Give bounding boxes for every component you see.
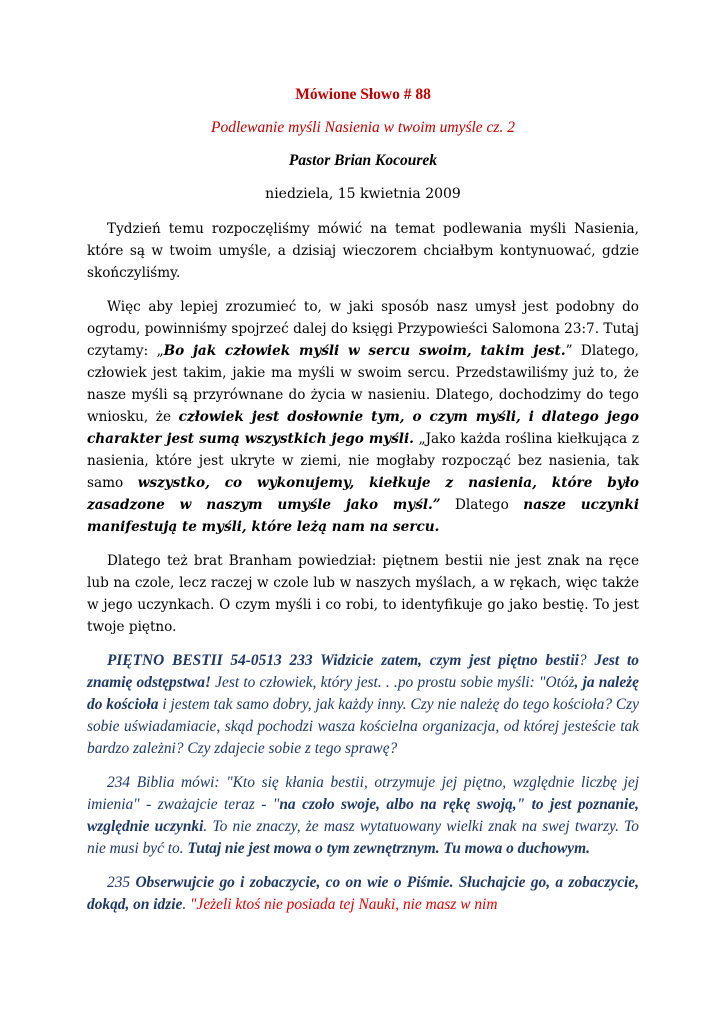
quote3-emphasis: Obserwujcie go i zobaczycie, co on wie o Piśmie. Słuchajcie go, a zobaczycie, dokąd, on idzie bbox=[87, 874, 639, 913]
garden-text-3: „Jako każda roślina kiełkująca z nasienia, które jest ukryte w ziemi, nie mogłaby rozpocząć bez nasienia, tak samo bbox=[87, 431, 639, 491]
document-page bbox=[87, 84, 639, 916]
garden-emphasis-3: nasze uczynki manifestują te myśli, które leżą nam na sercu. bbox=[87, 497, 639, 535]
document-header bbox=[87, 84, 639, 205]
quote2-emphasis-2: Tutaj nie jest mowa o tym zewnętrznym. Tu mowa o duchowym. bbox=[187, 840, 590, 857]
garden-text-4: Dlatego bbox=[440, 497, 524, 513]
sermon-date: niedziela, 15 kwietnia 2009 bbox=[265, 186, 461, 202]
document-subtitle: Podlewanie myśli Nasienia w twoim umyśle cz. 2 bbox=[211, 119, 515, 136]
author-name: Pastor Brian Kocourek bbox=[288, 152, 438, 169]
paragraph-intro bbox=[87, 218, 639, 284]
quote1-heading: PIĘTNO BESTII 54-0513 233 Widzicie zatem, czym jest piętno bestii bbox=[107, 652, 579, 669]
document-title: Mówione Słowo # 88 bbox=[295, 86, 431, 103]
quote1-text-1: ? bbox=[578, 652, 595, 669]
quote3-red-text: "Jeżeli ktoś nie posiada tej Nauki, nie masz w nim bbox=[190, 896, 498, 913]
garden-text-1: Więc aby lepiej zrozumieć to, w jaki sposób nasz umysł jest podobny do ogrodu, powinniśmy spojrzeć dalej do księgi Przypowieści Salomona 23:7. Tutaj czytamy: „ bbox=[87, 299, 639, 359]
quote3-number: 235 bbox=[107, 874, 136, 891]
paragraph-branham-text: Dlatego też brat Branham powiedział: piętnem bestii nie jest znak na ręce lub na czole, lecz raczej w czole lub w naszych myślach, a w rękach, więc także w jego uczynkach. O czym myśli i co robi, to identyfikuje go jako bestię. To jest twoje piętno. bbox=[87, 553, 639, 635]
garden-text-2: ” Dlatego, człowiek jest takim, jakie ma myśli w swoim sercu. Przedstawiliśmy już to, że nasze myśli są przyrównane do życia w nasieniu. Dlatego, dochodzimy do tego wniosku, że bbox=[87, 343, 639, 425]
quote2-text-1: 234 Biblia mówi: "Kto się kłania bestii, otrzymuje jej piętno, względnie liczbę jej imienia" - zważajcie teraz - " bbox=[87, 774, 639, 813]
quote2-emphasis-1: na czoło swoje, albo na rękę swoją," to jest poznanie, względnie uczynki bbox=[87, 796, 640, 835]
quote1-text-2: Jest to człowiek, który jest. . .po prostu sobie myśli: "Otóż bbox=[210, 674, 575, 691]
quote1-emphasis-2: , ja należę do kościoła bbox=[87, 674, 639, 713]
garden-emphasis-1: człowiek jest dosłownie tym, o czym myśli, i dlatego jego charakter jest sumą wszystkich jego myśli. bbox=[87, 409, 639, 447]
paragraph-intro-text: Tydzień temu rozpoczęliśmy mówić na temat podlewania myśli Nasienia, które są w twoim umyśle, a dzisiaj wieczorem chciałbym kontynuować, gdzie skończyliśmy. bbox=[87, 221, 639, 281]
paragraph-garden bbox=[87, 296, 639, 538]
quote2-text-2: . To nie znaczy, że masz wytatuowany wielki znak na swej twarzy. To nie musi być to. bbox=[87, 818, 639, 857]
quote3-text: . bbox=[182, 896, 191, 913]
quote-mark-of-beast bbox=[87, 650, 639, 760]
paragraph-branham bbox=[87, 550, 639, 638]
quote-234 bbox=[87, 772, 639, 860]
quote-235 bbox=[87, 872, 639, 916]
garden-emphasis-2: wszystko, co wykonujemy, kiełkuje z nasienia, które było zasadzone w naszym umyśle jako myśl.” bbox=[87, 475, 639, 513]
quote1-text-3: i jestem tak samo dobry, jak każdy inny. Czy nie należę do tego kościoła? Czy sobie uświadamiacie, skąd pochodzi wasza kościelna organizacja, od której jesteście tak bardzo zależni? Czy zdajecie sobie z tego sprawę? bbox=[87, 696, 639, 757]
quote1-emphasis-1: Jest to znamię odstępstwa! bbox=[87, 652, 639, 691]
proverb-quote: Bo jak człowiek myśli w sercu swoim, takim jest. bbox=[163, 343, 566, 359]
